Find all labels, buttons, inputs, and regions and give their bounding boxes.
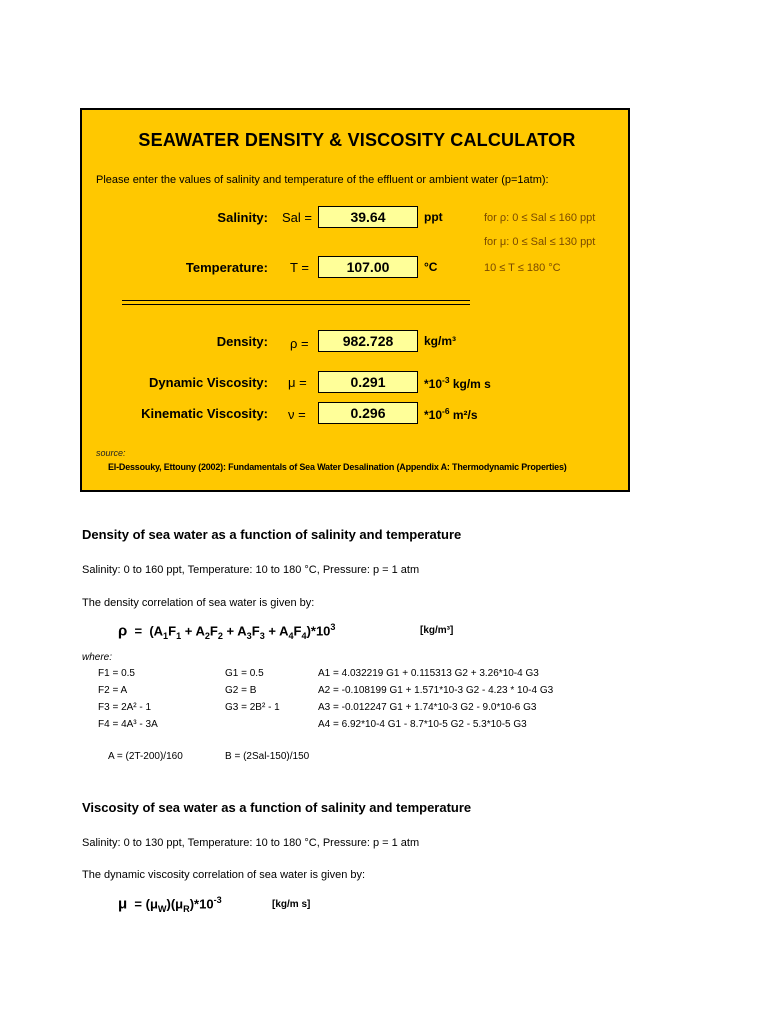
dynamic-viscosity-label: Dynamic Viscosity: [149, 375, 268, 390]
density-intro: The density correlation of sea water is given by: [82, 597, 315, 609]
a-definition: A = (2T-200)/160 [108, 751, 183, 762]
density-label: Density: [216, 334, 268, 349]
kinematic-viscosity-output: 0.296 [318, 402, 418, 424]
f1-definition: F1 = 0.5 [98, 668, 135, 679]
density-section-heading: Density of sea water as a function of salinity and temperature [82, 527, 462, 542]
density-equation-unit: [kg/m³] [420, 625, 454, 636]
range-rho: for ρ: 0 ≤ Sal ≤ 160 ppt [484, 212, 596, 224]
kinematic-viscosity-symbol: ν = [288, 407, 306, 422]
density-conditions: Salinity: 0 to 160 ppt, Temperature: 10 to 180 °C, Pressure: p = 1 atm [82, 564, 420, 576]
divider-bottom [122, 304, 470, 305]
density-equation: $\rho = (A_1F_1 + A_2F_2 + A_3F_3 + A_4F_4)*10^3$ [118, 622, 336, 641]
dynamic-viscosity-symbol: μ = [288, 375, 307, 390]
temperature-unit: °C [424, 260, 438, 274]
temperature-label: Temperature: [185, 260, 268, 275]
f4-definition: F4 = 4A³ - 3A [98, 719, 158, 730]
density-symbol: ρ = [290, 336, 309, 351]
range-temperature: 10 ≤ T ≤ 180 °C [484, 262, 561, 274]
calculator-title: SEAWATER DENSITY & VISCOSITY CALCULATOR [138, 130, 576, 150]
salinity-unit: ppt [424, 210, 443, 224]
f2-definition: F2 = A [98, 685, 128, 696]
density-output: 982.728 [318, 330, 418, 352]
salinity-input[interactable]: 39.64 [318, 206, 418, 228]
range-mu: for μ: 0 ≤ Sal ≤ 130 ppt [484, 236, 596, 248]
where-label: where: [82, 652, 113, 663]
salinity-symbol: Sal = [282, 210, 312, 225]
g1-definition: G1 = 0.5 [225, 668, 264, 679]
f3-definition: F3 = 2A² - 1 [98, 702, 152, 713]
kinematic-viscosity-label: Kinematic Viscosity: [141, 406, 268, 421]
viscosity-section-heading: Viscosity of sea water as a function of salinity and temperature [82, 800, 472, 815]
divider-top [122, 300, 470, 301]
salinity-label: Salinity: [217, 210, 268, 225]
a4-definition: A4 = 6.92*10-4 G1 - 8.7*10-5 G2 - 5.3*10-5 G3 [318, 719, 527, 730]
temperature-input[interactable]: 107.00 [318, 256, 418, 278]
a1-definition: A1 = 4.032219 G1 + 0.115313 G2 + 3.26*10-4 G3 [318, 668, 539, 679]
a2-definition: A2 = -0.108199 G1 + 1.571*10-3 G2 - 4.23 * 10-4 G3 [318, 685, 554, 696]
density-unit: kg/m³ [424, 334, 457, 348]
kinematic-viscosity-unit: $*10^{-6}$ m²/s [424, 406, 478, 422]
source-label: source: [96, 448, 126, 458]
temperature-symbol: T = [290, 260, 309, 275]
source-citation: El-Dessouky, Ettouny (2002): Fundamentals of Sea Water Desalination (Appendix A: Thermodynamic Properties) [108, 462, 567, 472]
dynamic-viscosity-output: 0.291 [318, 371, 418, 393]
viscosity-conditions: Salinity: 0 to 130 ppt, Temperature: 10 to 180 °C, Pressure: p = 1 atm [82, 837, 420, 849]
g3-definition: G3 = 2B² - 1 [225, 702, 280, 713]
b-definition: B = (2Sal-150)/150 [225, 751, 310, 762]
g2-definition: G2 = B [225, 685, 257, 696]
dynamic-viscosity-unit: $*10^{-3}$ kg/m s [424, 375, 491, 391]
a3-definition: A3 = -0.012247 G1 + 1.74*10-3 G2 - 9.0*10-6 G3 [318, 702, 537, 713]
viscosity-equation-unit: [kg/m s] [272, 899, 311, 910]
calculator-panel [80, 108, 630, 492]
viscosity-equation: $\mu = (\mu_W)(\mu_R)*10^{-3}$ [118, 895, 222, 914]
calculator-intro: Please enter the values of salinity and temperature of the effluent or ambient water (p=1atm): [96, 174, 549, 186]
viscosity-intro: The dynamic viscosity correlation of sea water is given by: [82, 869, 366, 881]
